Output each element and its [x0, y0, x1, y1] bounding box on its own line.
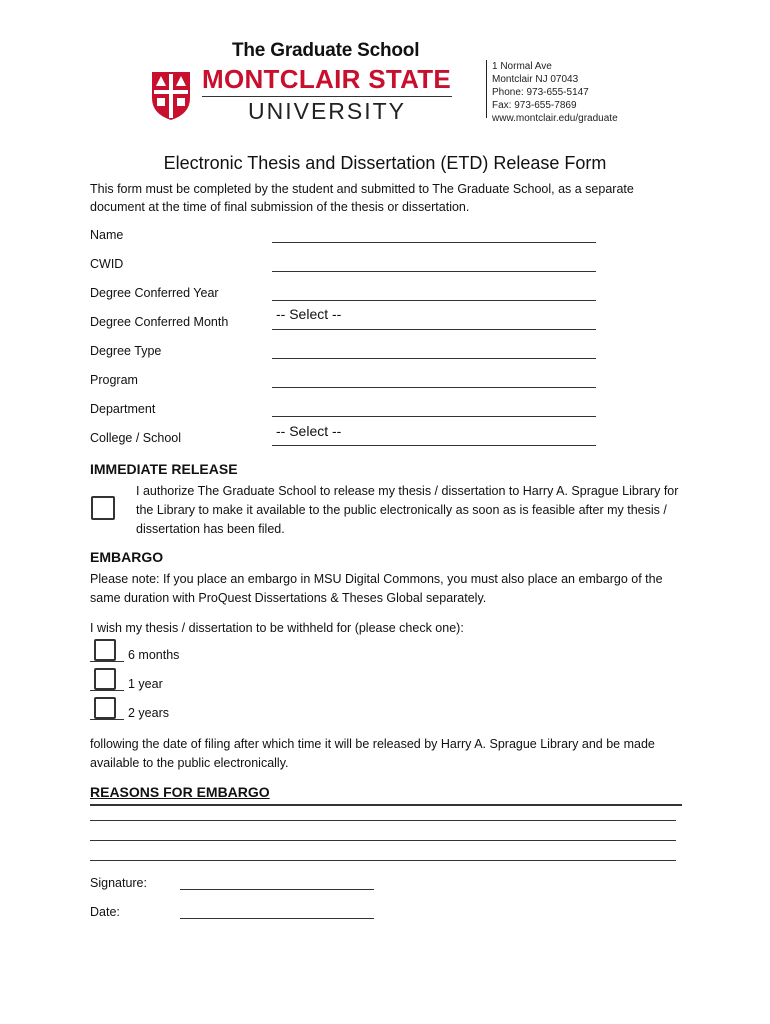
- degree-month-field[interactable]: [272, 329, 596, 330]
- immediate-release-text: I authorize The Graduate School to release my thesis / dissertation to Harry A. Sprague Library for the Library to make it available to the public electronically as soon as is feasible after my thesis / dissertation has been filed.: [136, 484, 679, 536]
- embargo-1-year-label: 1 year: [128, 677, 163, 691]
- signature-label: Signature:: [90, 876, 147, 890]
- embargo-following-text: following the date of filing after which time it will be released by Harry A. Sprague Library and be made available to the public electronically.: [90, 737, 655, 770]
- reason-line-2[interactable]: [90, 840, 676, 841]
- degree-year-label: Degree Conferred Year: [90, 286, 219, 300]
- name-field[interactable]: [272, 242, 596, 243]
- graduate-school-title: The Graduate School: [232, 40, 420, 61]
- reasons-heading: REASONS FOR EMBARGO: [90, 784, 270, 800]
- address-phone: Phone: 973-655-5147: [492, 87, 589, 98]
- department-field[interactable]: [272, 416, 596, 417]
- date-label: Date:: [90, 905, 120, 919]
- degree-type-label: Degree Type: [90, 344, 162, 358]
- reason-line-1[interactable]: [90, 820, 676, 821]
- date-field[interactable]: [180, 918, 374, 919]
- address-city: Montclair NJ 07043: [492, 74, 579, 85]
- embargo-1-year-checkbox[interactable]: [94, 668, 116, 690]
- address-street: 1 Normal Ave: [492, 61, 552, 72]
- embargo-2-years-label: 2 years: [128, 706, 169, 720]
- address-divider: [486, 60, 487, 118]
- embargo-note: Please note: If you place an embargo in MSU Digital Commons, you must also place an embargo of the same duration with ProQuest Dissertations & Theses Global separately.: [90, 572, 663, 605]
- header-divider: [202, 96, 452, 97]
- reasons-divider: [90, 804, 682, 806]
- signature-field[interactable]: [180, 889, 374, 890]
- embargo-6-months-checkbox[interactable]: [94, 639, 116, 661]
- immediate-release-checkbox[interactable]: [91, 496, 115, 520]
- cwid-field[interactable]: [272, 271, 596, 272]
- college-field[interactable]: [272, 445, 596, 446]
- cwid-label: CWID: [90, 257, 124, 271]
- form-intro: This form must be completed by the student and submitted to The Graduate School, as a separate document at the time of final submission of the thesis or dissertation.: [90, 182, 634, 214]
- college-select[interactable]: -- Select --: [276, 423, 342, 439]
- address-fax: Fax: 973-655-7869: [492, 100, 577, 111]
- embargo-2-years-checkbox[interactable]: [94, 697, 116, 719]
- checkbox-underline: [90, 719, 124, 720]
- department-label: Department: [90, 402, 156, 416]
- checkbox-underline: [90, 661, 124, 662]
- university-crest-logo: [148, 68, 194, 122]
- form-title: Electronic Thesis and Dissertation (ETD) Release Form: [163, 153, 607, 173]
- college-label: College / School: [90, 431, 182, 445]
- checkbox-underline: [90, 690, 124, 691]
- university-name: MONTCLAIR STATE: [202, 64, 452, 94]
- reason-line-3[interactable]: [90, 860, 676, 861]
- degree-year-field[interactable]: [272, 300, 596, 301]
- university-word: UNIVERSITY: [248, 98, 407, 124]
- program-label: Program: [90, 373, 138, 387]
- program-field[interactable]: [272, 387, 596, 388]
- embargo-6-months-label: 6 months: [128, 648, 180, 662]
- degree-month-label: Degree Conferred Month: [90, 315, 229, 329]
- name-label: Name: [90, 228, 124, 242]
- embargo-prompt: I wish my thesis / dissertation to be withheld for (please check one):: [90, 621, 464, 635]
- degree-month-select[interactable]: -- Select --: [276, 306, 342, 322]
- embargo-heading: EMBARGO: [90, 549, 164, 565]
- degree-type-field[interactable]: [272, 358, 596, 359]
- address-website: www.montclair.edu/graduate: [492, 113, 618, 124]
- immediate-release-heading: IMMEDIATE RELEASE: [90, 461, 238, 477]
